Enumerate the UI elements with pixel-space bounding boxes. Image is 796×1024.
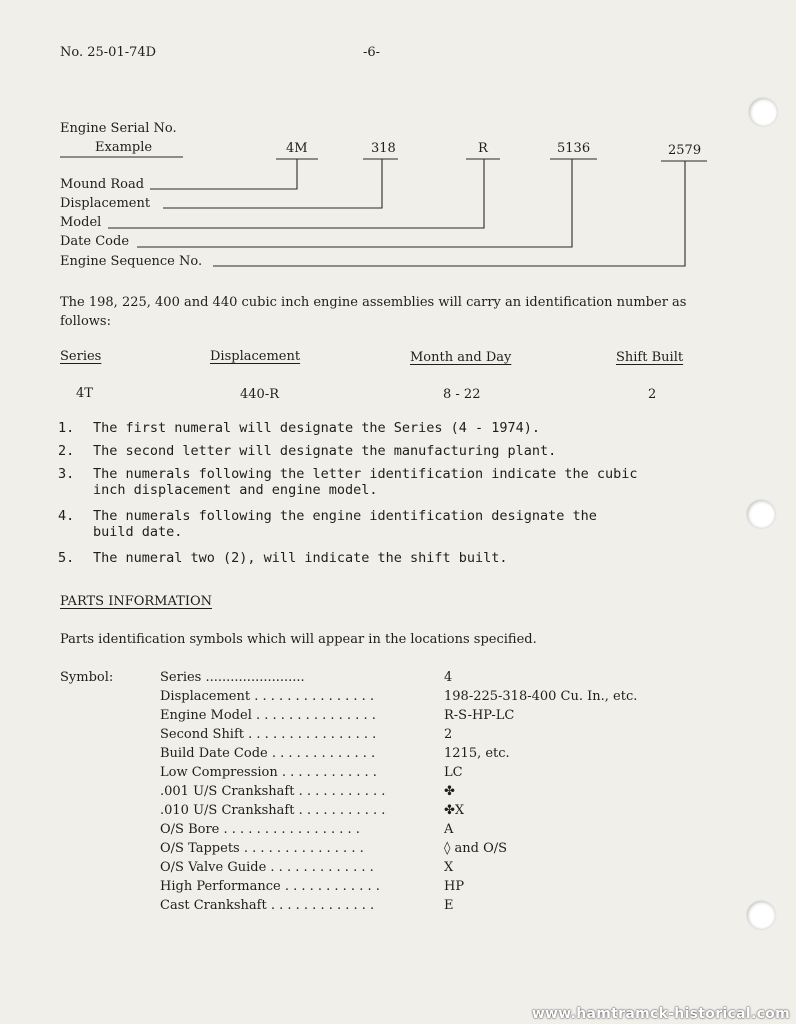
serial-code-model: R: [478, 141, 488, 156]
document-page: No. 25-01-74D -6- Engine Serial No. Example 4M 318 R 5136 2579 Mound Road Displacement Model Date Code Engine Sequence No. The 198, 225, 400 and 440 cubic inch engine assemblies will carry an identification number as follows: Series Displacement Month and Day Shift Built 4T 440-R 8 - 22 2 1. The first numeral will designate the Series (4 - 1974). 2. The second letter will designate the manufacturing plant. 3. The numerals following the letter identification indicate the cubic inch displacement and engine model. 4. The numerals following the engine identification designate the build date. 5. The numeral two (2), will indicate the shift built. PARTS INFORMATION Parts identification symbols which will appear in the locations specified. Symbol: Series ........................ 4 Displacement . . . . . . . . . . . . . . . 198-225-318-400 Cu. In., etc. Engine Model . . . . . . . . . . . . . . . R-S-HP-LC Second Shift . . . . . . . . . . . . . . . . 2 Build Date Code . . . . . . . . . . . . . 1215, etc. Low Compression . . . . . . . . . . . . LC .001 U/S Crankshaft . . . . . . . . . . . ✤ .010 U/S Crankshaft . . . . . . . . . . . ✤X O/S Bore . . . . . . . . . . . . . . . . . A O/S Tappets . . . . . . . . . . . . . . . ◊ and O/S O/S Valve Guide . . . . . . . . . . . . . X High Performance . . . . . . . . . . . . HP Cast Crankshaft . . . . . . . . . . . . . E www.hamtramck-historical.com: [0, 0, 796, 1024]
notes-list: [58, 420, 748, 573]
list-item: 2. The second letter will designate the manufacturing plant.: [58, 443, 557, 459]
parts-intro: Parts identification symbols which will appear in the locations specified.: [60, 632, 537, 647]
site-watermark[interactable]: www.hamtramck-historical.com: [531, 1006, 790, 1022]
serial-example-label: Example: [95, 140, 153, 155]
table-value-series: 4T: [76, 386, 93, 401]
punch-hole: [747, 500, 775, 528]
table-header-displacement: Displacement: [210, 349, 301, 364]
list-item: 5. The numeral two (2), will indicate the shift built.: [58, 550, 508, 566]
cross-x-symbol-icon: ✤X: [444, 803, 465, 818]
serial-code-sequence: 2579: [668, 143, 702, 158]
serial-label-sequence: Engine Sequence No.: [60, 254, 203, 269]
page-number: -6-: [363, 45, 381, 60]
document-number: No. 25-01-74D: [60, 45, 157, 60]
parts-heading: PARTS INFORMATION: [60, 594, 213, 609]
serial-code-series: 4M: [286, 141, 308, 156]
table-value-displacement: 440-R: [240, 387, 279, 402]
table-value-month-day: 8 - 22: [443, 387, 481, 402]
serial-label-displacement: Displacement: [60, 196, 151, 211]
serial-title: Engine Serial No.: [60, 121, 177, 136]
serial-leader-lines: [0, 0, 796, 300]
list-item: 1. The first numeral will designate the Series (4 - 1974).: [58, 420, 541, 436]
cross-symbol-icon: ✤: [444, 784, 455, 799]
serial-label-mound-road: Mound Road: [60, 177, 145, 192]
symbol-label: Symbol:: [60, 670, 114, 685]
serial-label-model: Model: [60, 215, 102, 230]
table-header-shift: Shift Built: [616, 350, 684, 365]
list-item: 3. The numerals following the letter identification indicate the cubic inch displacement and engine model.: [58, 466, 638, 498]
diamond-symbol-icon: ◊ and O/S: [444, 841, 508, 856]
table-header-month-day: Month and Day: [410, 350, 512, 365]
serial-label-date-code: Date Code: [60, 234, 130, 249]
serial-code-displacement: 318: [371, 141, 396, 156]
list-item: 4. The numerals following the engine identification designate the build date.: [58, 508, 597, 540]
table-value-shift: 2: [648, 387, 657, 402]
serial-code-date: 5136: [557, 141, 591, 156]
table-header-series: Series: [60, 349, 102, 364]
punch-hole: [747, 901, 775, 929]
intro-paragraph: The 198, 225, 400 and 440 cubic inch engine assemblies will carry an identification number as follows:: [60, 295, 687, 329]
